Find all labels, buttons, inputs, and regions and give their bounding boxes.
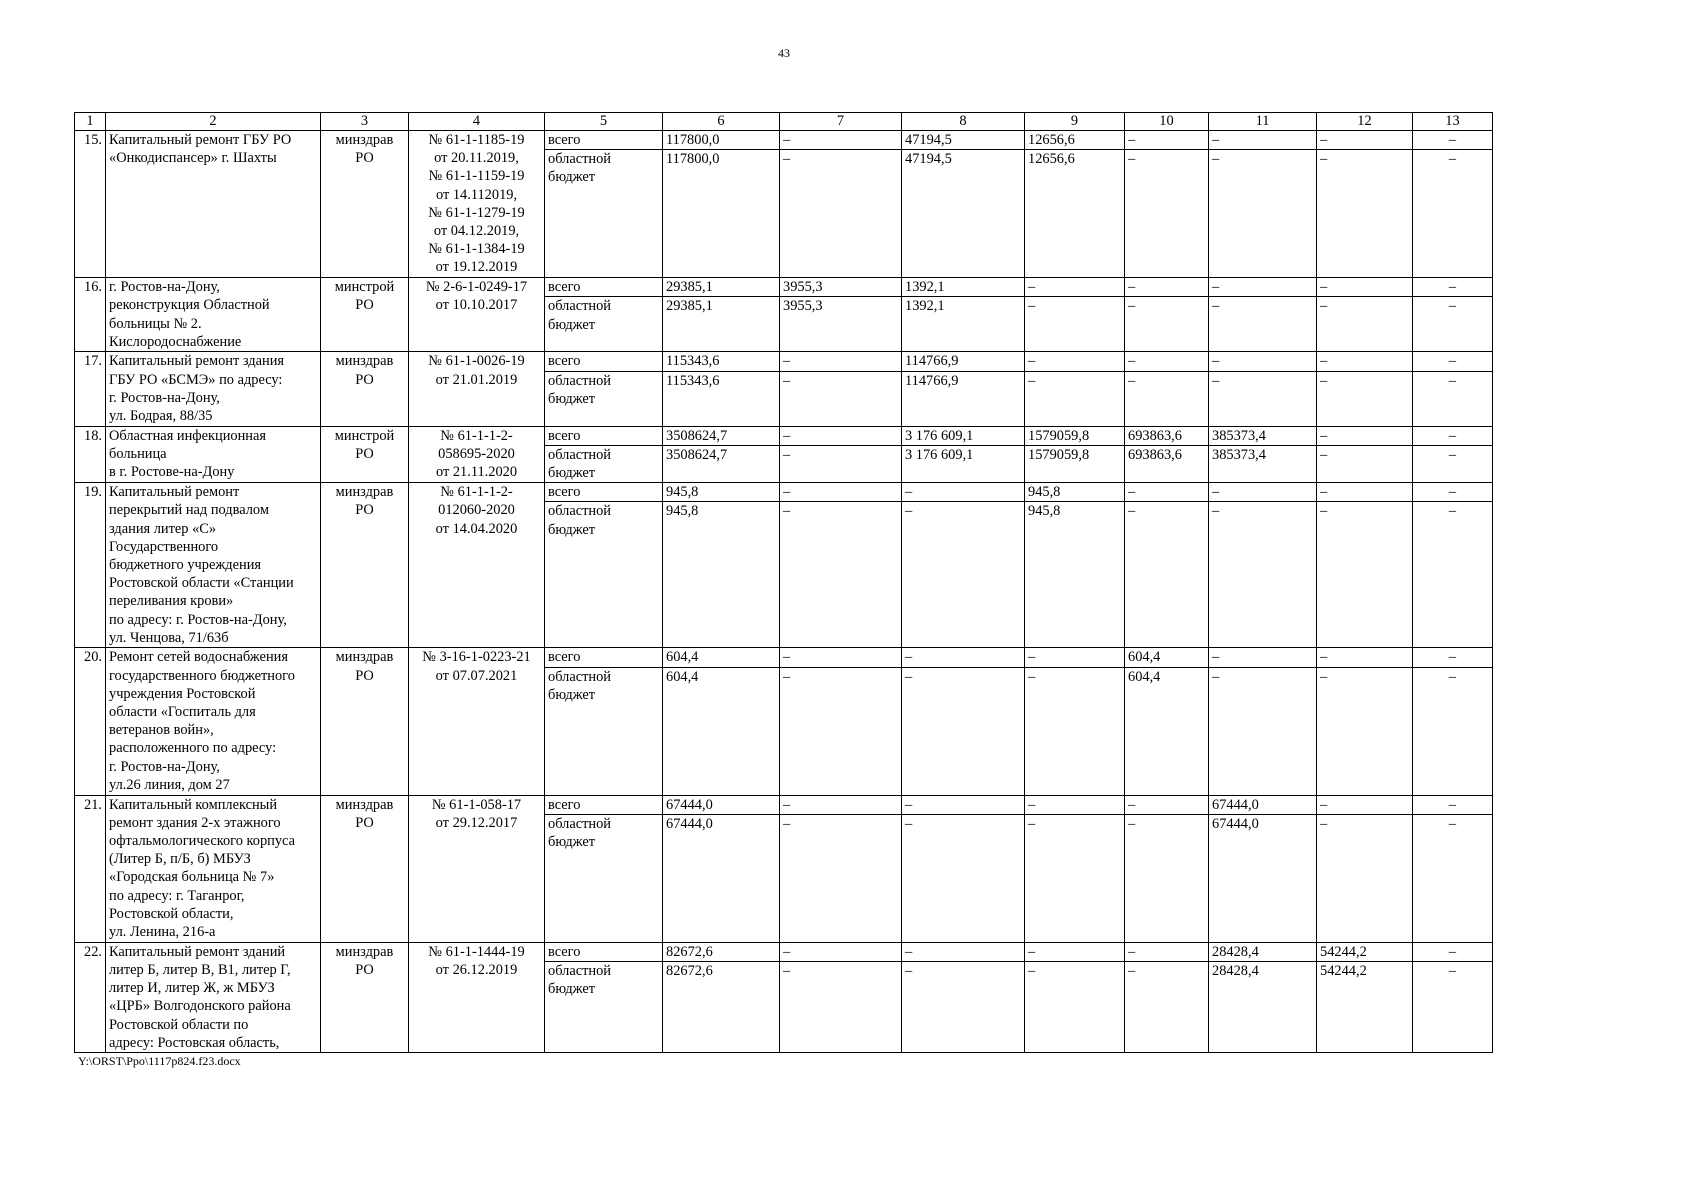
amount-cell: – bbox=[1025, 278, 1125, 297]
amount-cell: 693863,6 bbox=[1125, 426, 1209, 445]
amount-cell: 385373,4 bbox=[1209, 445, 1317, 482]
amount-cell: – bbox=[1025, 814, 1125, 942]
amount-cell: – bbox=[1317, 483, 1413, 502]
amount-cell: – bbox=[1209, 131, 1317, 150]
amount-cell: 3955,3 bbox=[780, 297, 902, 352]
amount-cell: – bbox=[1209, 297, 1317, 352]
funding-source-label: областной бюджет bbox=[545, 502, 663, 648]
amount-cell: 115343,6 bbox=[663, 371, 780, 426]
document-reference: № 61-1-1-2- 012060-2020 от 14.04.2020 bbox=[409, 483, 545, 648]
column-header: 9 bbox=[1025, 113, 1125, 131]
amount-cell: – bbox=[1413, 502, 1493, 648]
amount-cell: 604,4 bbox=[663, 648, 780, 667]
column-header: 13 bbox=[1413, 113, 1493, 131]
document-reference: № 61-1-1444-19 от 26.12.2019 bbox=[409, 942, 545, 1052]
amount-cell: 3 176 609,1 bbox=[902, 426, 1025, 445]
table-row bbox=[75, 942, 1493, 961]
funding-source-label: всего bbox=[545, 795, 663, 814]
row-number: 21. bbox=[75, 795, 106, 942]
header-row bbox=[75, 113, 1493, 131]
amount-cell: – bbox=[1025, 942, 1125, 961]
row-number: 22. bbox=[75, 942, 106, 1052]
table-body bbox=[75, 113, 1493, 1053]
amount-cell: – bbox=[1125, 297, 1209, 352]
amount-cell: – bbox=[780, 648, 902, 667]
row-number: 18. bbox=[75, 426, 106, 483]
amount-cell: 114766,9 bbox=[902, 352, 1025, 371]
amount-cell: – bbox=[1125, 352, 1209, 371]
column-header: 11 bbox=[1209, 113, 1317, 131]
amount-cell: 114766,9 bbox=[902, 371, 1025, 426]
amount-cell: – bbox=[780, 667, 902, 795]
object-name: Капитальный ремонт перекрытий над подвалом здания литер «С» Государственного бюджетного учреждения Ростовской области «Станции переливания крови» по адресу: г. Ростов-на-Дону, ул. Ченцова, 71/63б bbox=[106, 483, 321, 648]
amount-cell: 945,8 bbox=[663, 502, 780, 648]
amount-cell: – bbox=[902, 667, 1025, 795]
responsible-agency: минздрав РО bbox=[321, 352, 409, 426]
table-row bbox=[75, 278, 1493, 297]
amount-cell: – bbox=[780, 942, 902, 961]
document-reference: № 61-1-0026-19 от 21.01.2019 bbox=[409, 352, 545, 426]
amount-cell: 67444,0 bbox=[663, 814, 780, 942]
amount-cell: 117800,0 bbox=[663, 131, 780, 150]
amount-cell: – bbox=[1125, 278, 1209, 297]
amount-cell: – bbox=[1413, 371, 1493, 426]
document-reference: № 61-1-058-17 от 29.12.2017 bbox=[409, 795, 545, 942]
amount-cell: – bbox=[780, 426, 902, 445]
amount-cell: – bbox=[1317, 150, 1413, 278]
responsible-agency: минздрав РО bbox=[321, 131, 409, 278]
amount-cell: – bbox=[1025, 962, 1125, 1053]
amount-cell: 604,4 bbox=[663, 667, 780, 795]
amount-cell: – bbox=[1125, 371, 1209, 426]
column-header: 3 bbox=[321, 113, 409, 131]
object-name: Капитальный комплексный ремонт здания 2-х этажного офтальмологического корпуса (Литер Б, п/Б, б) МБУЗ «Городская больница № 7» по адресу: г. Таганрог, Ростовской области, ул. Ленина, 216-а bbox=[106, 795, 321, 942]
amount-cell: 115343,6 bbox=[663, 352, 780, 371]
funding-table bbox=[74, 112, 1493, 1053]
funding-source-label: всего bbox=[545, 942, 663, 961]
funding-source-label: областной бюджет bbox=[545, 962, 663, 1053]
amount-cell: – bbox=[1125, 962, 1209, 1053]
amount-cell: 67444,0 bbox=[1209, 795, 1317, 814]
column-header: 4 bbox=[409, 113, 545, 131]
amount-cell: – bbox=[1025, 297, 1125, 352]
amount-cell: – bbox=[1317, 278, 1413, 297]
amount-cell: – bbox=[1413, 426, 1493, 445]
amount-cell: – bbox=[1025, 371, 1125, 426]
column-header: 5 bbox=[545, 113, 663, 131]
funding-source-label: областной бюджет bbox=[545, 445, 663, 482]
amount-cell: – bbox=[1317, 297, 1413, 352]
amount-cell: – bbox=[1413, 150, 1493, 278]
funding-source-label: всего bbox=[545, 426, 663, 445]
amount-cell: 3508624,7 bbox=[663, 445, 780, 482]
amount-cell: 82672,6 bbox=[663, 942, 780, 961]
amount-cell: – bbox=[1025, 352, 1125, 371]
amount-cell: 3955,3 bbox=[780, 278, 902, 297]
column-header: 2 bbox=[106, 113, 321, 131]
responsible-agency: минздрав РО bbox=[321, 648, 409, 795]
amount-cell: – bbox=[1209, 352, 1317, 371]
row-number: 19. bbox=[75, 483, 106, 648]
amount-cell: 1579059,8 bbox=[1025, 426, 1125, 445]
amount-cell: 12656,6 bbox=[1025, 131, 1125, 150]
document-reference: № 61-1-1-2- 058695-2020 от 21.11.2020 bbox=[409, 426, 545, 483]
row-number: 20. bbox=[75, 648, 106, 795]
amount-cell: 67444,0 bbox=[1209, 814, 1317, 942]
amount-cell: – bbox=[1025, 795, 1125, 814]
amount-cell: 3508624,7 bbox=[663, 426, 780, 445]
document-reference: № 2-6-1-0249-17 от 10.10.2017 bbox=[409, 278, 545, 352]
amount-cell: 54244,2 bbox=[1317, 962, 1413, 1053]
responsible-agency: минздрав РО bbox=[321, 795, 409, 942]
amount-cell: – bbox=[1413, 648, 1493, 667]
amount-cell: – bbox=[1317, 667, 1413, 795]
amount-cell: – bbox=[1209, 278, 1317, 297]
amount-cell: 28428,4 bbox=[1209, 942, 1317, 961]
table-row bbox=[75, 795, 1493, 814]
amount-cell: – bbox=[902, 814, 1025, 942]
column-header: 7 bbox=[780, 113, 902, 131]
amount-cell: 385373,4 bbox=[1209, 426, 1317, 445]
table-row bbox=[75, 426, 1493, 445]
amount-cell: – bbox=[1125, 942, 1209, 961]
page-number: 43 bbox=[778, 46, 790, 60]
amount-cell: – bbox=[780, 371, 902, 426]
responsible-agency: минздрав РО bbox=[321, 483, 409, 648]
object-name: Ремонт сетей водоснабжения государственного бюджетного учреждения Ростовской области «Госпиталь для ветеранов войн», расположенного по адресу: г. Ростов-на-Дону, ул.26 линия, дом 27 bbox=[106, 648, 321, 795]
table-row bbox=[75, 648, 1493, 667]
amount-cell: 47194,5 bbox=[902, 131, 1025, 150]
funding-source-label: всего bbox=[545, 352, 663, 371]
amount-cell: – bbox=[1125, 150, 1209, 278]
amount-cell: – bbox=[780, 352, 902, 371]
amount-cell: – bbox=[780, 795, 902, 814]
responsible-agency: минздрав РО bbox=[321, 942, 409, 1052]
amount-cell: 604,4 bbox=[1125, 648, 1209, 667]
funding-source-label: всего bbox=[545, 483, 663, 502]
funding-source-label: всего bbox=[545, 278, 663, 297]
amount-cell: – bbox=[902, 502, 1025, 648]
amount-cell: – bbox=[1209, 667, 1317, 795]
object-name: Капитальный ремонт зданий литер Б, литер В, В1, литер Г, литер И, литер Ж, ж МБУЗ «ЦРБ» Волгодонского района Ростовской области по адресу: Ростовская область, bbox=[106, 942, 321, 1052]
table-row bbox=[75, 352, 1493, 371]
funding-source-label: областной бюджет bbox=[545, 150, 663, 278]
column-header: 8 bbox=[902, 113, 1025, 131]
funding-source-label: областной бюджет bbox=[545, 371, 663, 426]
amount-cell: – bbox=[1413, 962, 1493, 1053]
amount-cell: – bbox=[1413, 942, 1493, 961]
column-header: 1 bbox=[75, 113, 106, 131]
amount-cell: – bbox=[1209, 371, 1317, 426]
amount-cell: – bbox=[780, 445, 902, 482]
amount-cell: – bbox=[1317, 502, 1413, 648]
amount-cell: – bbox=[1413, 278, 1493, 297]
amount-cell: – bbox=[1413, 352, 1493, 371]
amount-cell: 117800,0 bbox=[663, 150, 780, 278]
funding-source-label: областной бюджет bbox=[545, 667, 663, 795]
amount-cell: – bbox=[780, 502, 902, 648]
amount-cell: – bbox=[1413, 483, 1493, 502]
amount-cell: 47194,5 bbox=[902, 150, 1025, 278]
footer-file-path: Y:\ORST\Ppo\1117p824.f23.docx bbox=[78, 1054, 241, 1068]
amount-cell: – bbox=[780, 150, 902, 278]
column-header: 12 bbox=[1317, 113, 1413, 131]
row-number: 15. bbox=[75, 131, 106, 278]
amount-cell: – bbox=[1317, 814, 1413, 942]
amount-cell: – bbox=[1125, 502, 1209, 648]
amount-cell: 693863,6 bbox=[1125, 445, 1209, 482]
amount-cell: – bbox=[902, 942, 1025, 961]
table-row bbox=[75, 131, 1493, 150]
amount-cell: – bbox=[1125, 795, 1209, 814]
amount-cell: 67444,0 bbox=[663, 795, 780, 814]
amount-cell: 1392,1 bbox=[902, 278, 1025, 297]
amount-cell: – bbox=[902, 648, 1025, 667]
amount-cell: – bbox=[780, 483, 902, 502]
amount-cell: – bbox=[1317, 426, 1413, 445]
amount-cell: 29385,1 bbox=[663, 278, 780, 297]
amount-cell: 54244,2 bbox=[1317, 942, 1413, 961]
amount-cell: – bbox=[902, 962, 1025, 1053]
amount-cell: – bbox=[902, 483, 1025, 502]
amount-cell: – bbox=[780, 962, 902, 1053]
amount-cell: – bbox=[780, 131, 902, 150]
amount-cell: – bbox=[1025, 667, 1125, 795]
amount-cell: 82672,6 bbox=[663, 962, 780, 1053]
amount-cell: 3 176 609,1 bbox=[902, 445, 1025, 482]
column-header: 6 bbox=[663, 113, 780, 131]
amount-cell: – bbox=[1413, 667, 1493, 795]
amount-cell: – bbox=[902, 795, 1025, 814]
column-header: 10 bbox=[1125, 113, 1209, 131]
amount-cell: – bbox=[1125, 483, 1209, 502]
funding-source-label: всего bbox=[545, 648, 663, 667]
amount-cell: 945,8 bbox=[663, 483, 780, 502]
amount-cell: – bbox=[1317, 352, 1413, 371]
amount-cell: 1579059,8 bbox=[1025, 445, 1125, 482]
table-row bbox=[75, 483, 1493, 502]
amount-cell: – bbox=[1413, 814, 1493, 942]
row-number: 16. bbox=[75, 278, 106, 352]
amount-cell: – bbox=[1317, 648, 1413, 667]
amount-cell: – bbox=[1209, 502, 1317, 648]
amount-cell: – bbox=[1317, 445, 1413, 482]
amount-cell: – bbox=[780, 814, 902, 942]
amount-cell: – bbox=[1209, 483, 1317, 502]
amount-cell: – bbox=[1317, 131, 1413, 150]
amount-cell: – bbox=[1125, 131, 1209, 150]
responsible-agency: минстрой РО bbox=[321, 426, 409, 483]
amount-cell: – bbox=[1413, 445, 1493, 482]
funding-source-label: областной бюджет bbox=[545, 814, 663, 942]
amount-cell: – bbox=[1413, 297, 1493, 352]
amount-cell: 29385,1 bbox=[663, 297, 780, 352]
object-name: Областная инфекционная больница в г. Ростове-на-Дону bbox=[106, 426, 321, 483]
amount-cell: – bbox=[1413, 131, 1493, 150]
responsible-agency: минстрой РО bbox=[321, 278, 409, 352]
object-name: Капитальный ремонт здания ГБУ РО «БСМЭ» по адресу: г. Ростов-на-Дону, ул. Бодрая, 88/35 bbox=[106, 352, 321, 426]
document-reference: № 61-1-1185-19 от 20.11.2019, № 61-1-1159-19 от 14.112019, № 61-1-1279-19 от 04.12.2019, № 61-1-1384-19 от 19.12.2019 bbox=[409, 131, 545, 278]
amount-cell: – bbox=[1025, 648, 1125, 667]
funding-source-label: всего bbox=[545, 131, 663, 150]
amount-cell: – bbox=[1125, 814, 1209, 942]
funding-source-label: областной бюджет bbox=[545, 297, 663, 352]
document-reference: № 3-16-1-0223-21 от 07.07.2021 bbox=[409, 648, 545, 795]
amount-cell: – bbox=[1209, 150, 1317, 278]
amount-cell: – bbox=[1413, 795, 1493, 814]
amount-cell: – bbox=[1209, 648, 1317, 667]
amount-cell: – bbox=[1317, 795, 1413, 814]
object-name: г. Ростов-на-Дону, реконструкция Областной больницы № 2. Кислородоснабжение bbox=[106, 278, 321, 352]
object-name: Капитальный ремонт ГБУ РО «Онкодиспансер» г. Шахты bbox=[106, 131, 321, 278]
amount-cell: – bbox=[1317, 371, 1413, 426]
amount-cell: 945,8 bbox=[1025, 483, 1125, 502]
row-number: 17. bbox=[75, 352, 106, 426]
amount-cell: 604,4 bbox=[1125, 667, 1209, 795]
amount-cell: 12656,6 bbox=[1025, 150, 1125, 278]
amount-cell: 28428,4 bbox=[1209, 962, 1317, 1053]
amount-cell: 1392,1 bbox=[902, 297, 1025, 352]
amount-cell: 945,8 bbox=[1025, 502, 1125, 648]
